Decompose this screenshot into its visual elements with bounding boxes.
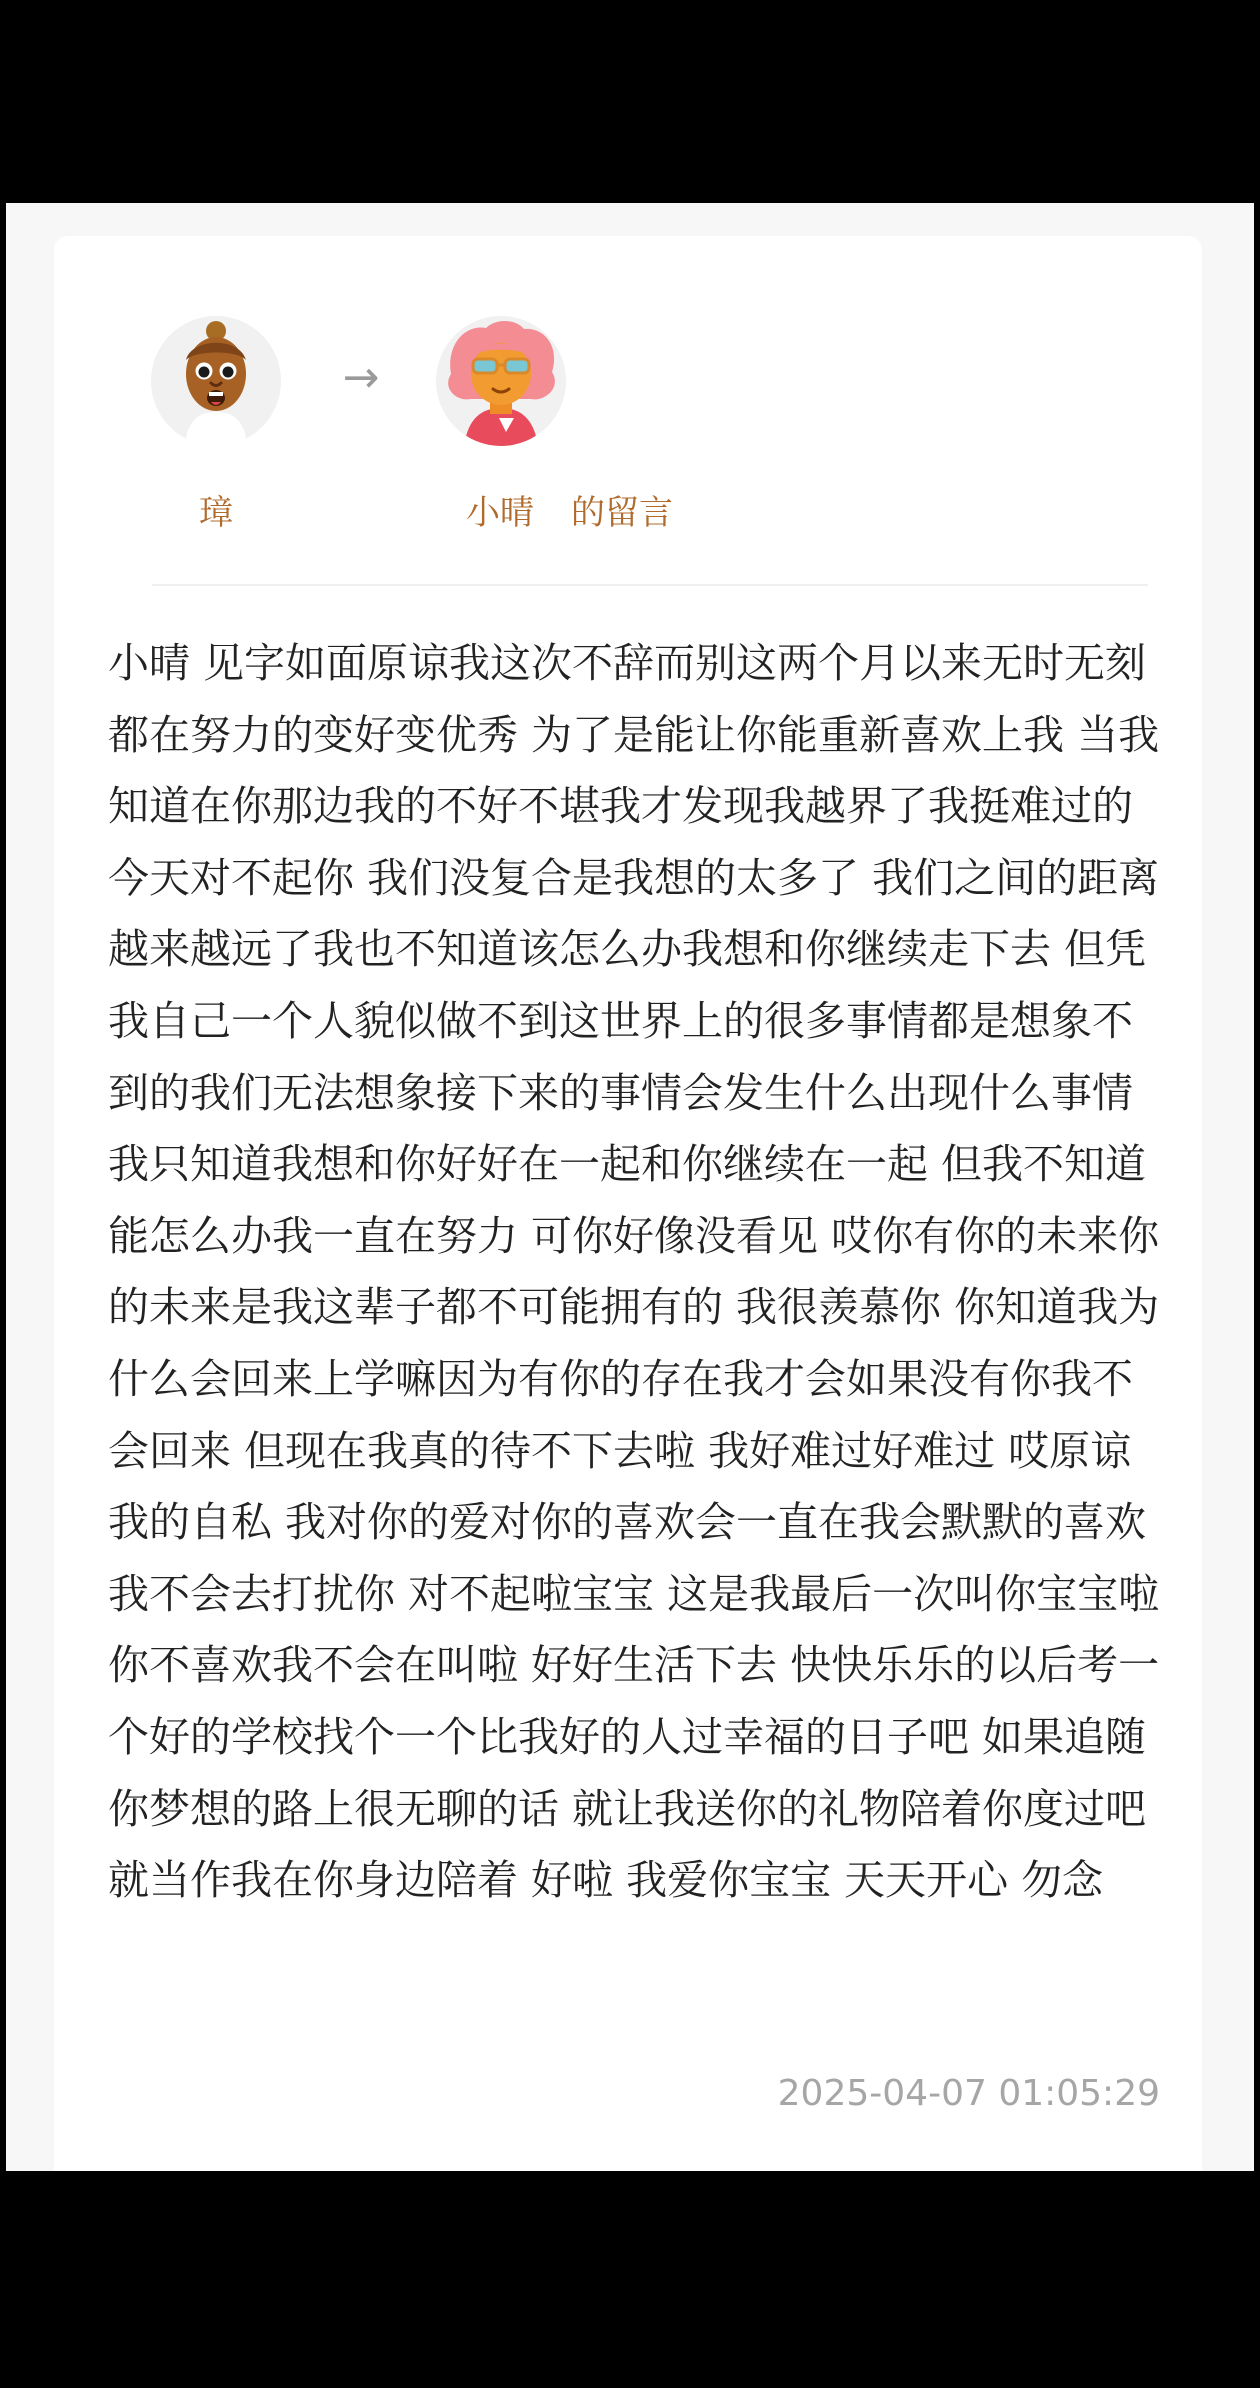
message-timestamp: 2025-04-07 01:05:29: [777, 2073, 1160, 2114]
header-divider: [152, 584, 1148, 586]
sender-name[interactable]: 璋: [199, 493, 233, 533]
recipient-avatar[interactable]: [436, 316, 566, 446]
dark-skin-hair-bun-avatar-icon: [151, 316, 281, 446]
recipient-name[interactable]: 小晴: [466, 493, 534, 533]
right-arrow-icon: →: [342, 352, 380, 403]
pink-hair-sunglasses-avatar-icon: [436, 316, 566, 446]
sender-avatar[interactable]: [151, 316, 281, 446]
message-body: 小晴 见字如面原谅我这次不辞而别这两个月以来无时无刻都在努力的变好变优秀 为了是能让你能重新喜欢上我 当我知道在你那边我的不好不堪我才发现我越界了我挺难过的今天对不起你 我们没复合是我想的太多了 我们之间的距离越来越远了我也不知道该怎么办我想和你继续走下去 但凭我自己一个人貌似做不到这世界上的很多事情都是想象不到的我们无法想象接下来的事情会发生什么出现什么事情 我只知道我想和你好好在一起和你继续在一起 但我不知道能怎么办我一直在努力 可你好像没看见 哎你有你的未来你的未来是我这辈子都不可能拥有的 我很羡慕你 你知道我为什么会回来上学嘛因为有你的存在我才会如果没有你我不会回来 但现在我真的待不下去啦 我好难过好难过 哎原谅我的自私 我对你的爱对你的喜欢会一直在我会默默的喜欢 我不会去打扰你 对不起啦宝宝 这是我最后一次叫你宝宝啦 你不喜欢我不会在叫啦 好好生活下去 快快乐乐的以后考一个好的学校找个一个比我好的人过幸福的日子吧 如果追随你梦想的路上很无聊的话 就让我送你的礼物陪着你度过吧就当作我在你身边陪着 好啦 我爱你宝宝 天天开心 勿念: [108, 639, 1160, 1905]
message-card: [54, 236, 1202, 2171]
screen-area: [6, 203, 1254, 2171]
message-label-suffix: 的留言: [571, 493, 673, 533]
